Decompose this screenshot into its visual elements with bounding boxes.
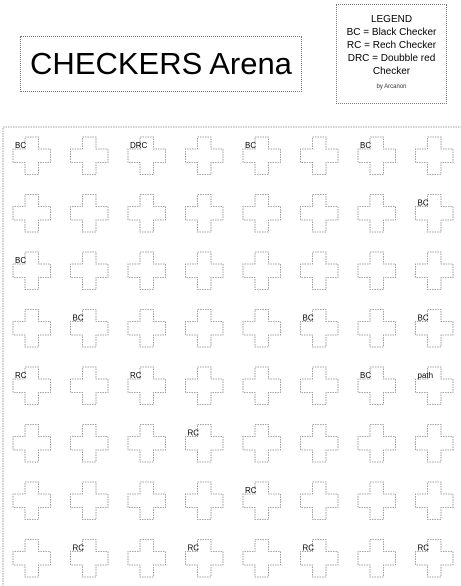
piece-label: RC <box>187 428 200 438</box>
piece-label: BC <box>15 141 27 150</box>
board-cell <box>71 367 109 405</box>
piece-label: RC <box>72 543 85 553</box>
legend-author: by Arcanon <box>376 84 407 90</box>
board-tiles <box>3 127 461 586</box>
board-cell <box>301 367 339 405</box>
legend-line: BC = Black Checker <box>346 27 437 38</box>
page-title: CHECKERS Arena <box>30 46 292 81</box>
piece-label: RC <box>130 371 142 380</box>
piece-label: BC <box>302 313 314 323</box>
title-box <box>20 36 302 92</box>
board-cell <box>416 252 454 290</box>
piece-label: DRC <box>130 141 148 150</box>
piece-label: BC <box>360 371 372 380</box>
piece-label: RC <box>245 486 257 495</box>
piece-label: RC <box>15 371 27 380</box>
board-cell <box>71 137 109 175</box>
board-cell <box>13 482 51 520</box>
board-cell <box>358 482 396 520</box>
board-cell <box>243 195 281 233</box>
piece-label: BC <box>417 313 429 323</box>
piece-label: BC <box>360 141 372 150</box>
board-cell <box>416 425 454 463</box>
board-cell <box>71 425 109 463</box>
board-cell <box>128 195 166 233</box>
board-cell <box>71 482 109 520</box>
piece-label: BC <box>15 256 27 265</box>
piece-label: path <box>417 371 434 380</box>
board-cell <box>243 540 281 578</box>
board-frame <box>3 127 461 586</box>
board-cell <box>13 540 51 578</box>
board-cell <box>71 252 109 290</box>
board-cell <box>301 425 339 463</box>
board-cell <box>358 195 396 233</box>
legend-line: DRC = Doubble red <box>347 53 436 64</box>
board-cell <box>186 310 224 348</box>
board-cell <box>186 195 224 233</box>
legend-line: RC = Rech Checker <box>346 40 437 51</box>
board-cell <box>243 425 281 463</box>
legend-box <box>336 4 447 104</box>
board-cell <box>358 252 396 290</box>
board-cell <box>128 310 166 348</box>
legend-title: LEGEND <box>370 14 413 25</box>
board-cell <box>301 137 339 175</box>
piece-label: RC <box>417 543 430 553</box>
board-cell <box>301 195 339 233</box>
board-cell <box>13 195 51 233</box>
board-cell <box>358 540 396 578</box>
board-cell <box>186 137 224 175</box>
piece-label: RC <box>302 543 315 553</box>
board-cell <box>301 252 339 290</box>
board-cell <box>128 252 166 290</box>
board-cell <box>358 310 396 348</box>
board-cell <box>186 482 224 520</box>
board-cell <box>243 310 281 348</box>
board-cell <box>243 252 281 290</box>
board-cell <box>13 310 51 348</box>
board-cell <box>416 482 454 520</box>
legend-line: Checker <box>372 66 411 77</box>
board-cell <box>128 425 166 463</box>
board-cell <box>128 540 166 578</box>
piece-label: BC <box>72 313 84 323</box>
board-cell <box>186 252 224 290</box>
board-cell <box>13 425 51 463</box>
board-cell <box>128 482 166 520</box>
board-cell <box>186 367 224 405</box>
piece-label: RC <box>187 543 200 553</box>
piece-label: BC <box>245 141 257 150</box>
board-cell <box>71 195 109 233</box>
piece-label: BC <box>417 198 429 208</box>
board-cell <box>416 137 454 175</box>
board-cell <box>243 367 281 405</box>
board-cell <box>301 482 339 520</box>
board-cell <box>358 425 396 463</box>
